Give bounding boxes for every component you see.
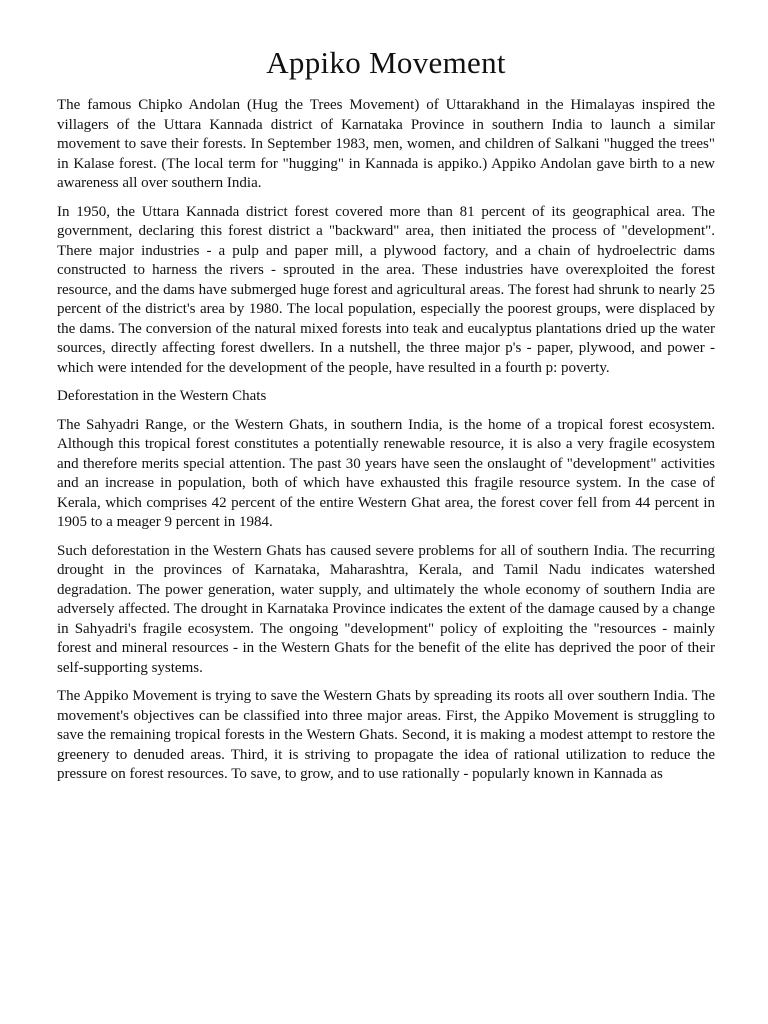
page-title: Appiko Movement: [266, 45, 506, 80]
section-heading-deforestation: Deforestation in the Western Chats: [57, 388, 267, 404]
document-page: [57, 0, 715, 785]
paragraph-sahyadri-range: The Sahyadri Range, or the Western Ghats, in southern India, is the home of a tropical forest ecosystem. Although this tropical forest constitutes a potentially renewable resource, it is also a very fragile ecosystem and therefore merits special attention. The past 30 years have seen the onslaught of "development" activities and an increase in population, both of which have exhausted this fragile resource system. In the case of Kerala, which comprises 42 percent of the entire Western Ghat area, the forest cover fell from 44 percent in 1905 to a meager 9 percent in 1984.: [57, 416, 715, 530]
paragraph-appiko-objectives: The Appiko Movement is trying to save the Western Ghats by spreading its roots all over southern India. The movement's objectives can be classified into three major areas. First, the Appiko Movement is struggling to save the remaining tropical forests in the Western Ghats. Second, it is making a modest attempt to restore the greenery to denuded areas. Third, it is striving to propagate the idea of rational utilization to reduce the pressure on forest resources. To save, to grow, and to use rationally - popularly known in Kannada as: [57, 688, 715, 782]
paragraph-deforestation-effects: Such deforestation in the Western Ghats has caused severe problems for all of southern India. The recurring drought in the provinces of Karnataka, Maharashtra, Kerala, and Tamil Nadu indicates watershed degradation. The power generation, water supply, and ultimately the whole economy of southern India are adversely affected. The drought in Karnataka Province indicates the extent of the damage caused by a change in Sahyadri's fragile ecosystem. The ongoing "development" policy of exploiting the "resources - mainly forest and mineral resources - in the Western Ghats for the benefit of the elite has deprived the poor of their self-supporting systems.: [57, 542, 715, 676]
paragraph-uttara-kannada-forest: In 1950, the Uttara Kannada district forest covered more than 81 percent of its geographical area. The government, declaring this forest district a "backward" area, then initiated the process of "development". There major industries - a pulp and paper mill, a plywood factory, and a chain of hydroelectric dams constructed to harness the rivers - sprouted in the area. These industries have overexploited the forest resource, and the dams have submerged huge forest and agricultural areas. The forest had shrunk to nearly 25 percent of the district's area by 1980. The local population, especially the poorest groups, were displaced by the dams. The conversion of the natural mixed forests into teak and eucalyptus plantations dried up the water sources, directly affecting forest dwellers. In a nutshell, the three major p's - paper, plywood, and power - which were intended for the development of the people, have resulted in a fourth p: poverty.: [57, 203, 715, 376]
paragraph-chipko-inspiration: The famous Chipko Andolan (Hug the Trees Movement) of Uttarakhand in the Himalayas inspired the villagers of the Uttara Kannada district of Karnataka Province in southern India to launch a similar movement to save their forests. In September 1983, men, women, and children of Salkani "hugged the trees" in Kalase forest. (The local term for "hugging" in Kannada is appiko.) Appiko Andolan gave birth to a new awareness all over southern India.: [57, 97, 715, 191]
